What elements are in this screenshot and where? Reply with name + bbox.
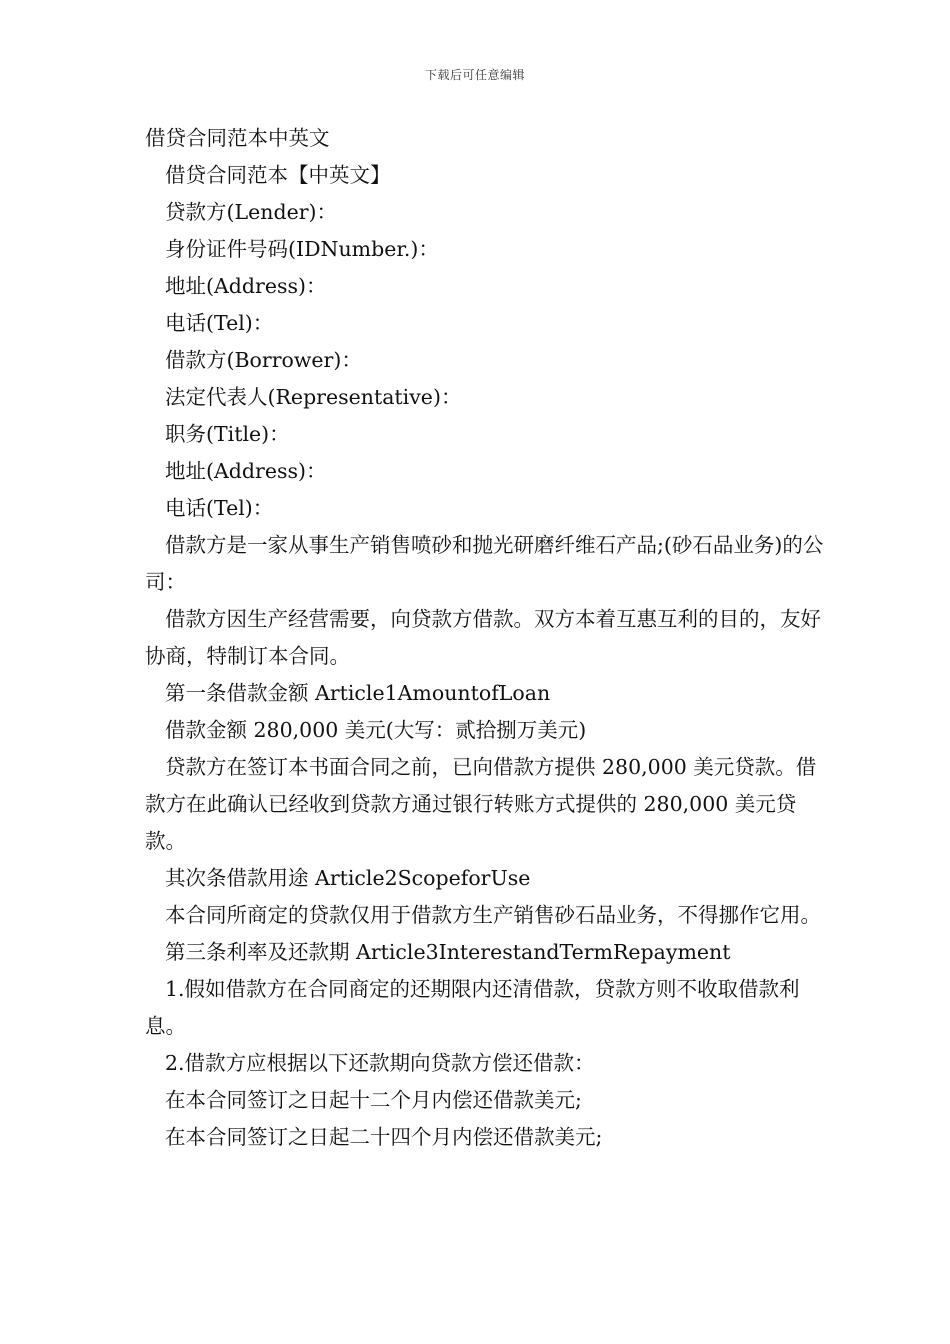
contract-body bbox=[145, 120, 825, 1156]
paragraph-loan-confirmation: 贷款方在签订本书面合同之前，已向借款方提供 280,000 美元贷款。借款方在此确认已经收到贷款方通过银行转账方式提供的 280,000 美元贷款。 bbox=[145, 755, 817, 853]
paragraph-repayment-12-months: 在本合同签订之日起十二个月内偿还借款美元; bbox=[165, 1088, 582, 1112]
field-id-number: 身份证件号码(IDNumber.)： bbox=[165, 237, 439, 261]
header-note: 下载后可任意编辑 bbox=[424, 68, 525, 82]
field-lender-address: 地址(Address)： bbox=[165, 274, 327, 298]
article-3-heading: 第三条利率及还款期 Article3InterestandTermRepayment bbox=[165, 940, 731, 964]
paragraph-subtitle: 借贷合同范本【中英文】 bbox=[165, 163, 391, 187]
paragraph-scope-for-use: 本合同所商定的贷款仅用于借款方生产销售砂石品业务，不得挪作它用。 bbox=[165, 903, 821, 927]
article-1-heading: 第一条借款金额 Article1AmountofLoan bbox=[165, 681, 551, 705]
document-title: 借贷合同范本中英文 bbox=[145, 126, 330, 150]
paragraph-loan-amount: 借款金额 280,000 美元(大写：贰拾捌万美元) bbox=[165, 718, 587, 742]
paragraph-interest-clause-1: 1.假如借款方在合同商定的还期限内还清借款，贷款方则不收取借款利息。 bbox=[145, 977, 800, 1038]
paragraph-borrower-business: 借款方是一家从事生产销售喷砂和抛光研磨纤维石产品;(砂石品业务)的公司： bbox=[145, 533, 824, 594]
paragraph-purpose-intro: 借款方因生产经营需要，向贷款方借款。双方本着互惠互利的目的，友好协商，特制订本合同。 bbox=[145, 607, 821, 668]
field-borrower-tel: 电话(Tel)： bbox=[165, 496, 274, 520]
paragraph-interest-clause-2: 2.借款方应根据以下还款期向贷款方偿还借款： bbox=[165, 1051, 595, 1075]
field-borrower: 借款方(Borrower)： bbox=[165, 348, 362, 372]
field-lender-tel: 电话(Tel)： bbox=[165, 311, 274, 335]
field-borrower-address: 地址(Address)： bbox=[165, 459, 327, 483]
field-representative: 法定代表人(Representative)： bbox=[165, 385, 462, 409]
field-lender: 贷款方(Lender)： bbox=[165, 200, 337, 224]
field-title: 职务(Title)： bbox=[165, 422, 290, 446]
article-2-heading: 其次条借款用途 Article2ScopeforUse bbox=[165, 866, 531, 890]
paragraph-repayment-24-months: 在本合同签订之日起二十四个月内偿还借款美元; bbox=[165, 1125, 603, 1149]
